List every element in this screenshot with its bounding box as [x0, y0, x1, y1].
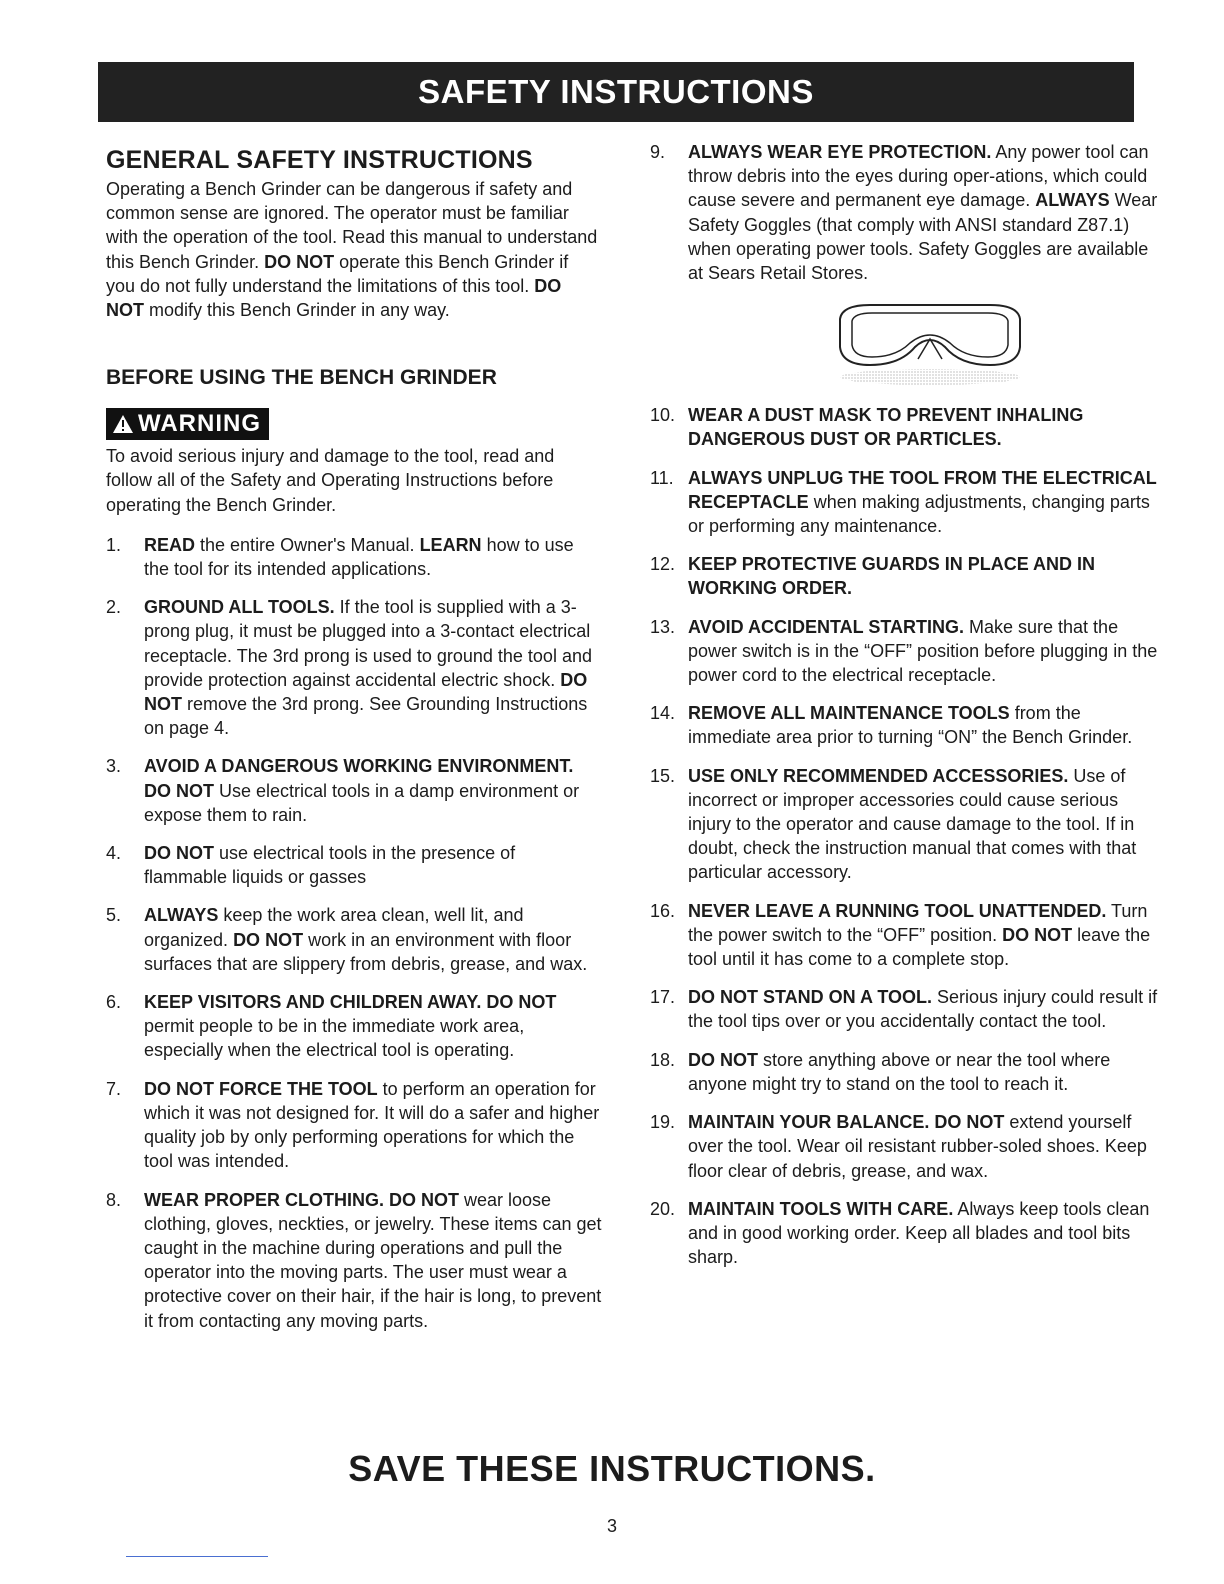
- item-number: 12.: [650, 554, 676, 575]
- item-text-tail: remove the 3rd prong. See Grounding Instructions on page 4.: [144, 694, 588, 739]
- page-banner: [98, 62, 1134, 122]
- item-number: 16.: [650, 900, 676, 921]
- instruction-item: [650, 140, 1166, 285]
- right-instruction-list-bottom: [650, 403, 1166, 1269]
- warning-triangle-icon: [112, 414, 134, 434]
- item-text: store anything above or near the tool where anyone might try to stand on the tool to reach it.: [688, 1049, 1111, 1094]
- item-text-tail: how to use the tool for its intended applications.: [144, 534, 574, 580]
- item-text: to perform an operation for which it was not designed for. It will do a safer and higher quality job by only performing operations for which the tool was intended.: [144, 1078, 600, 1172]
- item-text: Make sure that the power switch is in the “OFF” position before plugging in the power cord to the electrical receptacle.: [688, 616, 1158, 686]
- instruction-item: [106, 990, 602, 1063]
- page-number: 3: [606, 1516, 617, 1536]
- item-number: 13.: [650, 616, 676, 637]
- item-bold-mid: DO NOT: [233, 929, 304, 950]
- footer-rule: [126, 1556, 268, 1557]
- instruction-item: [106, 533, 602, 581]
- item-text: Use electrical tools in a damp environment or expose them to rain.: [144, 780, 580, 825]
- instruction-item: [106, 1077, 602, 1174]
- item-text-tail: work in an environment with floor surfaces that are slippery from debris, grease, and wax.: [144, 929, 588, 974]
- item-number: 2.: [106, 597, 122, 618]
- instruction-item: [650, 764, 1166, 885]
- instruction-item: [650, 1197, 1166, 1270]
- item-text: when making adjustments, changing parts or performing any maintenance.: [688, 491, 1150, 537]
- item-text: wear loose clothing, gloves, neckties, or jewelry. These items can get caught in the machine during operations and pull the operator into the moving parts. The user must wear a protective cover on their hair, if the hair is long, to prevent it from contacting any moving parts.: [144, 1189, 602, 1331]
- item-number: 17.: [650, 987, 676, 1008]
- item-number: 1.: [106, 534, 122, 555]
- item-bold-lead: AVOID ACCIDENTAL STARTING.: [688, 616, 964, 637]
- save-instructions-footer: SAVE THESE INSTRUCTIONS.: [348, 1448, 876, 1489]
- item-bold-mid: LEARN: [419, 534, 482, 555]
- item-number: 15.: [650, 765, 676, 786]
- instruction-item: [650, 466, 1166, 539]
- item-number: 4.: [106, 843, 122, 864]
- warning-badge: [106, 408, 269, 440]
- item-bold-lead: MAINTAIN TOOLS WITH CARE.: [688, 1198, 954, 1219]
- item-text-tail: leave the tool until it has come to a complete stop.: [688, 924, 1151, 970]
- general-p3: modify this Bench Grinder in any way.: [149, 300, 450, 321]
- item-text: keep the work area clean, well lit, and organized.: [144, 905, 524, 950]
- general-safety-paragraph: [106, 177, 602, 322]
- safety-goggles-icon: [830, 299, 1030, 389]
- item-bold-lead: GROUND ALL TOOLS.: [144, 597, 335, 618]
- item-bold-lead: WEAR PROPER CLOTHING. DO NOT: [144, 1189, 459, 1210]
- before-using-heading: BEFORE USING THE BENCH GRINDER: [106, 366, 497, 390]
- item-bold-lead: ALWAYS: [144, 905, 219, 926]
- item-text-tail: Wear Safety Goggles (that comply with ANSI standard Z87.1) when operating power tools. Safety Goggles are available at Sears Retail Stores.: [688, 190, 1158, 284]
- item-text: Use of incorrect or improper accessories could cause serious injury to the operator and cause damage to the tool. If in doubt, check the instruction manual that comes with that particular accessory.: [688, 765, 1137, 883]
- left-column: [106, 140, 602, 1347]
- item-bold-lead: DO NOT: [144, 843, 214, 864]
- warning-label: WARNING: [138, 410, 261, 438]
- instruction-item: [650, 1048, 1166, 1096]
- item-number: 10.: [650, 405, 676, 426]
- item-number: 6.: [106, 992, 122, 1013]
- instruction-item: [650, 615, 1166, 688]
- item-text: from the immediate area prior to turning “ON” the Bench Grinder.: [688, 703, 1133, 748]
- general-p2: operate this Bench Grinder if you do not fully understand the limitations of this tool.: [106, 251, 569, 296]
- item-bold-lead: MAINTAIN YOUR BALANCE. DO NOT: [688, 1112, 1005, 1133]
- instruction-item: [106, 595, 602, 740]
- instruction-item: [106, 754, 602, 827]
- item-text: Any power tool can throw debris into the eyes during oper-ations, which could cause severe and permanent eye damage.: [688, 142, 1149, 211]
- item-text: Turn the power switch to the “OFF” position.: [688, 900, 1148, 945]
- instruction-item: [106, 903, 602, 976]
- instruction-item: [650, 985, 1166, 1033]
- item-bold-lead: KEEP VISITORS AND CHILDREN AWAY. DO NOT: [144, 992, 557, 1013]
- item-number: 3.: [106, 756, 122, 777]
- item-number: 19.: [650, 1112, 676, 1133]
- item-bold-lead: DO NOT: [688, 1049, 758, 1070]
- left-instruction-list: [106, 533, 602, 1333]
- item-number: 18.: [650, 1049, 676, 1070]
- general-p1: Operating a Bench Grinder can be dangerous if safety and common sense are ignored. The operator must be familiar with the operation of the tool. Read this manual to understand this Bench Grinder.: [106, 179, 598, 272]
- item-number: 8.: [106, 1189, 122, 1210]
- instruction-item: [650, 899, 1166, 972]
- item-bold-lead: WEAR A DUST MASK TO PREVENT INHALING DANGEROUS DUST OR PARTICLES.: [688, 405, 1084, 450]
- item-bold-mid: ALWAYS: [1035, 190, 1110, 211]
- instruction-item: [106, 841, 602, 889]
- warning-text: To avoid serious injury and damage to the tool, read and follow all of the Safety and Operating Instructions before operating the Bench Grinder.: [106, 446, 555, 515]
- general-p2-bold: DO NOT: [106, 275, 562, 321]
- item-number: 20.: [650, 1198, 676, 1219]
- item-text: Serious injury could result if the tool tips over or you accidentally contact the tool.: [688, 987, 1158, 1032]
- item-bold-lead: USE ONLY RECOMMENDED ACCESSORIES.: [688, 765, 1069, 786]
- right-instruction-list-top: [650, 140, 1166, 285]
- item-bold-lead: DO NOT FORCE THE TOOL: [144, 1078, 378, 1099]
- item-text: the entire Owner's Manual.: [195, 534, 420, 555]
- item-text: If the tool is supplied with a 3-prong plug, it must be plugged into a 3-contact electrical receptacle. The 3rd prong is used to ground the tool and provide protection against accidental electric shock.: [144, 597, 592, 690]
- item-text: Always keep tools clean and in good working order. Keep all blades and tool bits sharp.: [688, 1198, 1150, 1268]
- item-number: 14.: [650, 703, 676, 724]
- item-text: use electrical tools in the presence of flammable liquids or gasses: [144, 843, 516, 888]
- item-bold-lead: ALWAYS UNPLUG THE TOOL FROM THE ELECTRICAL RECEPTACLE: [688, 467, 1157, 512]
- right-column: [650, 140, 1166, 1283]
- item-bold-lead: DO NOT STAND ON A TOOL.: [688, 987, 932, 1008]
- item-number: 9.: [650, 142, 666, 162]
- general-p1-bold: DO NOT: [264, 251, 335, 272]
- item-bold-lead: REMOVE ALL MAINTENANCE TOOLS: [688, 703, 1010, 724]
- item-bold-mid: DO NOT: [1002, 924, 1073, 945]
- instruction-item: [650, 1110, 1166, 1183]
- item-text: extend yourself over the tool. Wear oil resistant rubber-soled shoes. Keep floor clear of debris, grease, and wax.: [688, 1112, 1147, 1181]
- instruction-item: [106, 1188, 602, 1333]
- general-safety-heading: GENERAL SAFETY INSTRUCTIONS: [106, 146, 533, 174]
- instruction-item: [650, 552, 1166, 600]
- item-number: 11.: [650, 467, 674, 488]
- item-bold-lead: READ: [144, 534, 196, 555]
- instruction-item: [650, 403, 1166, 451]
- item-bold-lead: ALWAYS WEAR EYE PROTECTION.: [688, 142, 992, 162]
- instruction-item: [650, 701, 1166, 749]
- item-number: 5.: [106, 905, 122, 926]
- item-bold-lead: KEEP PROTECTIVE GUARDS IN PLACE AND IN WORKING ORDER.: [688, 554, 1096, 599]
- item-text: permit people to be in the immediate work area, especially when the electrical tool is operating.: [144, 1016, 525, 1061]
- item-bold-mid: DO NOT: [144, 669, 588, 715]
- banner-title: SAFETY INSTRUCTIONS: [418, 73, 814, 110]
- item-bold-lead: AVOID A DANGEROUS WORKING ENVIRONMENT. DO NOT: [144, 756, 574, 801]
- item-bold-lead: NEVER LEAVE A RUNNING TOOL UNATTENDED.: [688, 900, 1107, 921]
- item-number: 7.: [106, 1078, 122, 1099]
